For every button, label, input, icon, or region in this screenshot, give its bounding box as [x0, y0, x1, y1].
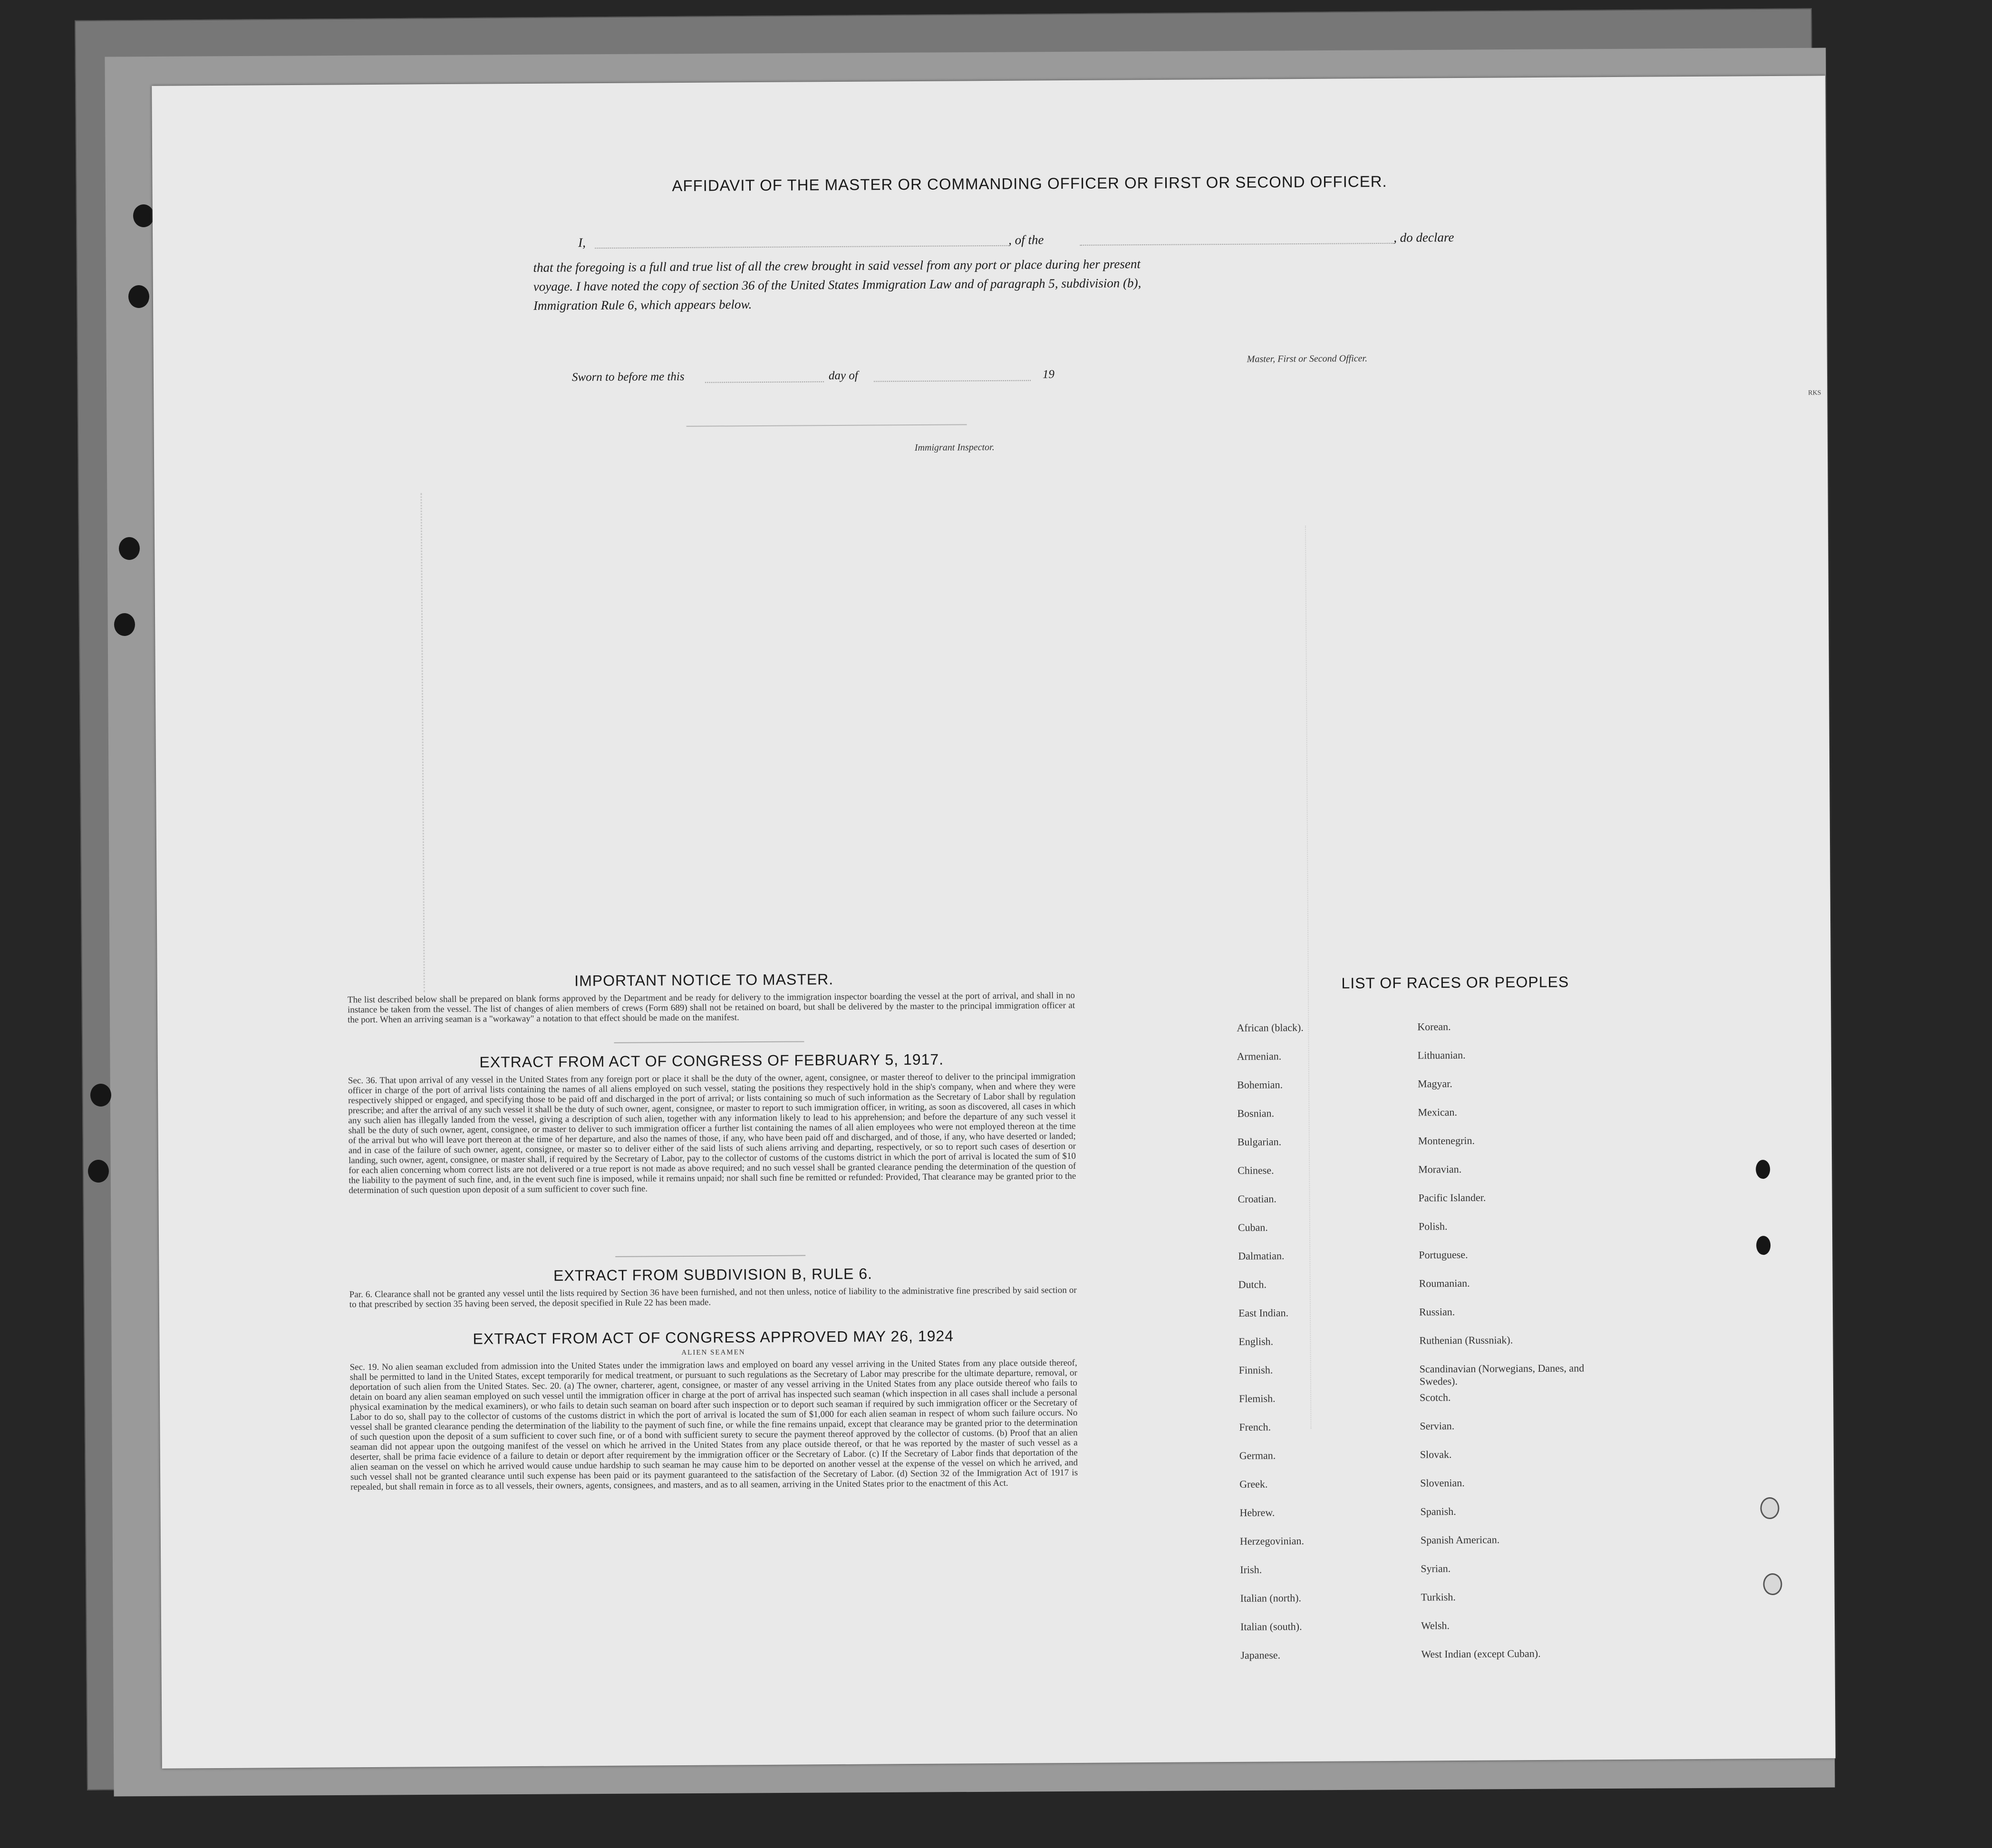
inspector-label: Immigrant Inspector. — [914, 442, 995, 453]
affidavit-heading: AFFIDAVIT OF THE MASTER OR COMMANDING OFFICER OR FIRST OR SECOND OFFICER. — [672, 172, 1387, 195]
sworn-label: Sworn to before me this — [571, 370, 685, 384]
race-right: Korean. — [1417, 1020, 1451, 1033]
affidavit-body-line2: voyage. I have noted the copy of section 36 of the United States Immigration Law and of paragraph 5, subdivision (b), — [533, 276, 1141, 294]
race-right: Slovenian. — [1420, 1476, 1465, 1489]
extract-1917-heading: EXTRACT FROM ACT OF CONGRESS OF FEBRUARY 5, 1917. — [479, 1050, 944, 1071]
race-right: Roumanian. — [1419, 1277, 1470, 1290]
race-left: German. — [1239, 1449, 1276, 1462]
punch-hole-reinforced — [1760, 1497, 1779, 1519]
race-right: Scandinavian (Norwegians, Danes, and Swedes). — [1419, 1362, 1585, 1387]
inspector-signature-line[interactable] — [687, 424, 967, 427]
extract-1924-subheading: ALIEN SEAMEN — [681, 1348, 745, 1357]
race-right: Portuguese. — [1419, 1248, 1468, 1261]
race-right: West Indian (except Cuban). — [1421, 1647, 1541, 1660]
race-right: Polish. — [1418, 1220, 1448, 1232]
race-right: Mexican. — [1418, 1106, 1458, 1118]
race-right: Moravian. — [1418, 1163, 1462, 1175]
sworn-day-line[interactable] — [705, 381, 824, 383]
extract-rule6-heading: EXTRACT FROM SUBDIVISION B, RULE 6. — [553, 1265, 873, 1284]
race-left: East Indian. — [1238, 1307, 1289, 1319]
race-left: Bohemian. — [1237, 1078, 1283, 1091]
race-right: Spanish. — [1420, 1505, 1456, 1518]
race-right: Welsh. — [1421, 1619, 1450, 1632]
notice-heading: IMPORTANT NOTICE TO MASTER. — [574, 971, 834, 990]
race-left: Hebrew. — [1239, 1506, 1275, 1519]
race-left: Dalmatian. — [1238, 1250, 1285, 1262]
year-label: 19 — [1042, 368, 1055, 381]
master-signature-label: Master, First or Second Officer. — [1247, 353, 1368, 365]
race-left: Italian (south). — [1240, 1620, 1302, 1633]
punch-hole — [133, 204, 154, 227]
race-right: Lithuanian. — [1417, 1049, 1466, 1061]
notice-text: The list described below shall be prepared on blank forms approved by the Department and be ready for delivery to the immigration inspector boarding the vessel at the port of arrival, and shall in no instance be taken from the vessel. The list of changes of alien members of crews (Form 689) shall not be retained on board, but shall be delivered by the master to the principal immigration officer at the port. When an arriving seaman is a "workaway" a notation to that effect should be made on the manifest. — [347, 990, 1075, 1025]
form-page — [152, 76, 1836, 1768]
race-left: African (black). — [1237, 1021, 1304, 1034]
race-left: Chinese. — [1238, 1164, 1274, 1176]
master-name-line[interactable] — [595, 245, 1008, 249]
sworn-month-line[interactable] — [874, 380, 1031, 382]
race-left: Greek. — [1239, 1478, 1268, 1490]
race-left: Armenian. — [1237, 1050, 1282, 1062]
race-left: Bosnian. — [1237, 1107, 1275, 1119]
extract-1924-text: Sec. 19. No alien seaman excluded from admission into the United States under the immigration laws and employed on board any vessel arriving in the United States from any place outside thereof, shall be permitted to land in the United States, except temporarily for medical treatment, or pursuant to such regulations as the Secretary of Labor may prescribe for the ultimate departure, removal, or deportation of such alien from the United States. Sec. 20. (a) The owner, charterer, agent, consignee, or master of any vessel arriving in the United States from any place outside thereof who fails to detain on board any alien seaman employed on such vessel until the immigration officer in charge at the port of arrival has inspected such seaman (which inspection in all cases shall include a personal physical examination by the medical examiners), or who fails to detain such seaman on board after such inspection or to deport such seaman if required by such immigration officer or the Secretary of Labor to do so, shall pay to the collector of customs of the customs district in which the port of arrival is located the sum of $1,000 for each alien seaman in respect of whom such failure occurs. No vessel shall be granted clearance pending the determination of the liability to the payment of such fine, or while the fine remains unpaid, except that clearance may be granted prior to the determination of such question upon the deposit of a sum sufficient to cover such fine, or of a bond with sufficient surety to secure the payment thereof approved by the collector of customs. (b) Proof that an alien seaman did not appear upon the outgoing manifest of the vessel on which he arrived in the United States from any place outside thereof, or that he was reported by the master of such vessel as a deserter, shall be prima facie evidence of a failure to detain or deport after requirement by the immigration officer or the Secretary of Labor. (c) If the Secretary of Labor finds that deportation of the alien seaman on the vessel on which he arrived would cause undue hardship to such seaman he may cause him to be deported on another vessel at the expense of the vessel on which he arrived, and such vessel shall not be granted clearance until such expense has been paid or its payment guaranteed to the satisfaction of the Secretary of Labor. (d) Section 32 of the Immigration Act of 1917 is repealed, but shall remain in force as to all vessels, their owners, agents, consignees, and masters, and as to all seamen, arriving in the United States prior to the enactment of this Act. — [349, 1357, 1078, 1492]
race-left: Herzegovinian. — [1239, 1535, 1305, 1547]
race-left: Dutch. — [1238, 1278, 1267, 1290]
race-right: Slovak. — [1420, 1448, 1452, 1461]
affidavit-of-the-label: , of the — [1008, 232, 1044, 247]
affidavit-do-declare: , do declare — [1393, 230, 1454, 245]
race-left: Flemish. — [1239, 1392, 1276, 1405]
affidavit-body-line3: Immigration Rule 6, which appears below. — [533, 297, 752, 313]
punch-hole — [1756, 1236, 1770, 1255]
punch-hole — [128, 285, 149, 308]
punch-hole — [119, 537, 140, 560]
race-right: Syrian. — [1421, 1562, 1451, 1575]
punch-hole-reinforced — [1763, 1573, 1782, 1595]
race-left: French. — [1239, 1421, 1271, 1433]
race-right: Montenegrin. — [1418, 1134, 1475, 1147]
race-right: Ruthenian (Russniak). — [1419, 1334, 1513, 1347]
race-left: Irish. — [1240, 1563, 1262, 1576]
race-right: Scotch. — [1420, 1391, 1451, 1404]
day-of-label: day of — [828, 369, 858, 383]
race-left: Bulgarian. — [1237, 1136, 1282, 1148]
faint-column-dots — [420, 493, 434, 992]
margin-note: RKS — [1808, 389, 1821, 397]
punch-hole — [1756, 1160, 1770, 1179]
race-right: Turkish. — [1421, 1591, 1456, 1603]
race-right: Magyar. — [1418, 1078, 1452, 1090]
divider — [615, 1255, 805, 1257]
extract-1917-text: Sec. 36. That upon arrival of any vessel in the United States from any foreign port or place it shall be the duty of the owner, agent, consignee, or master thereof to deliver to the principal immigration officer in charge of the port of arrival lists containing the names of all aliens employed on such vessel, stating the positions they respectively hold in the ship's company, when and where they were respectively shipped or engaged, and specifying those to be paid off and discharged in the port of arrival; or lists containing so much of such information as the Secretary of Labor shall by regulation prescribe; and after the arrival of any such vessel it shall be the duty of such owner, agent, consignee, or master to report to such immigration officer, in writing, as soon as discovered, all cases in which any such alien has illegally landed from the vessel, giving a description of such alien, together with any information likely to lead to his apprehension; and before the departure of any such vessel it shall be the duty of such owner, agent, consignee, or master to deliver to such immigration officer a further list containing the names of all alien employees who were not employed thereon at the time of the arrival but who will leave port thereon at the time of her departure, and also the names of those, if any, who have been paid off and discharged, and of those, if any, who have deserted or landed; and in case of the failure of such owner, agent, consignee, or master so to deliver either of the said lists of such aliens arriving and departing, respectively, or so to report such cases of desertion or landing, such owner, agent, consignee, or master shall, if required by the Secretary of Labor, pay to the collector of customs of the customs district in which the port of arrival is located the sum of $10 for each alien concerning whom correct lists are not delivered or a true report is not made as above required; and no such vessel shall be granted clearance pending the determination of the question of the liability to the payment of such fine, and, in the event such fine is imposed, while it remains unpaid; nor shall such fine be remitted or refunded: Provided, That clearance may be granted prior to the determination of such question upon deposit of a sum sufficient to cover such fine. — [348, 1071, 1076, 1196]
extract-1924-heading: EXTRACT FROM ACT OF CONGRESS APPROVED MAY 26, 1924 — [473, 1327, 954, 1348]
punch-hole — [88, 1160, 109, 1183]
punch-hole — [90, 1084, 111, 1107]
race-left: Italian (north). — [1240, 1592, 1302, 1604]
extract-rule6-text: Par. 6. Clearance shall not be granted any vessel until the lists required by Section 36 have been furnished, and not then unless, notice of liability to the administrative fine prescribed by said section or to that prescribed by section 35 having been served, the deposit specified in Rule 22 has been made. — [349, 1285, 1077, 1310]
vessel-name-line[interactable] — [1080, 243, 1393, 246]
race-right: Servian. — [1420, 1420, 1455, 1432]
race-left: Cuban. — [1238, 1221, 1268, 1233]
race-left: Japanese. — [1240, 1649, 1281, 1661]
divider — [614, 1041, 804, 1043]
race-left: Finnish. — [1238, 1364, 1273, 1376]
race-right: Spanish American. — [1420, 1533, 1500, 1546]
race-right: Pacific Islander. — [1418, 1191, 1486, 1204]
races-heading: LIST OF RACES OR PEOPLES — [1341, 973, 1569, 992]
punch-hole — [114, 613, 135, 636]
race-left: Croatian. — [1238, 1193, 1276, 1205]
race-left: English. — [1238, 1335, 1274, 1348]
affidavit-body-line1: that the foregoing is a full and true list of all the crew brought in said vessel from any port or place during her present — [533, 257, 1141, 275]
affidavit-i-label: I, — [578, 235, 586, 250]
race-right: Russian. — [1419, 1306, 1455, 1318]
